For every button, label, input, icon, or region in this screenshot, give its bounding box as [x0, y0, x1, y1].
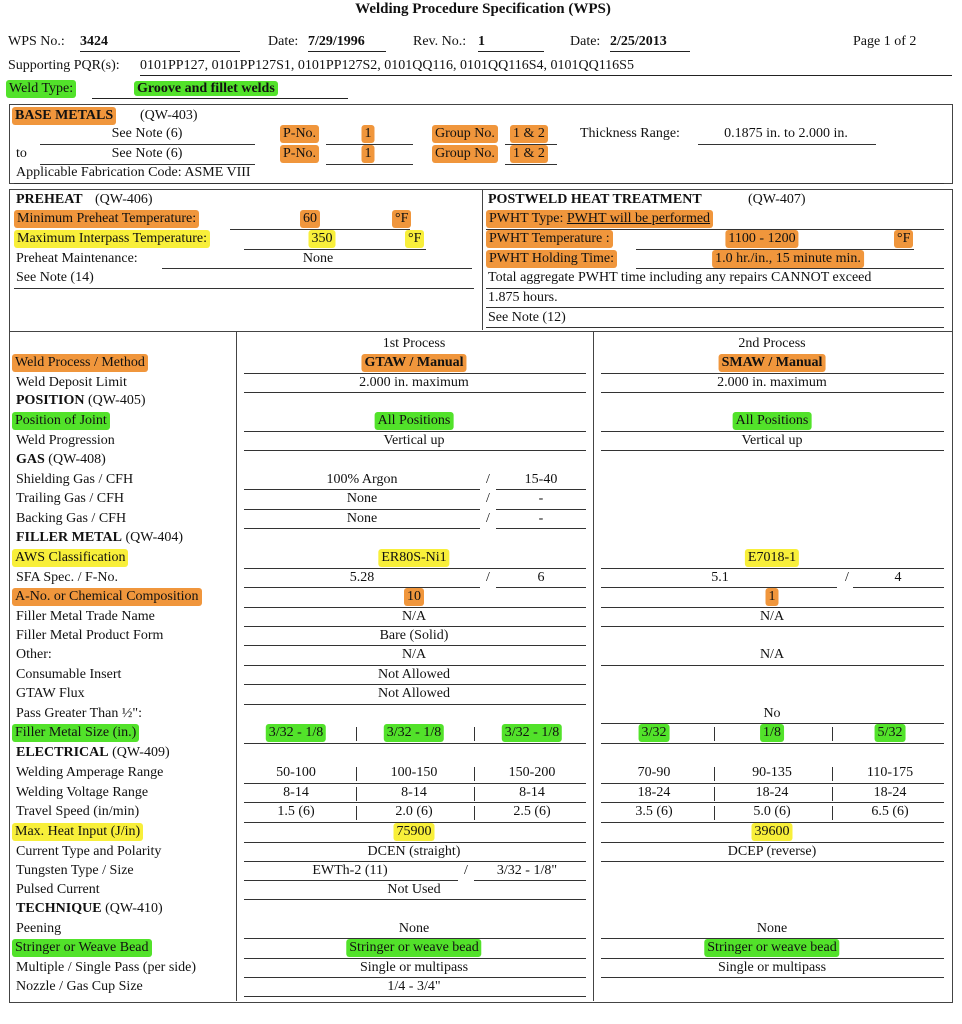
rev-value: 1 — [478, 33, 544, 52]
p2-travel-2: 5.0 (6) — [753, 804, 791, 819]
preheat-note: See Note (14) — [16, 270, 94, 285]
label-position-heading — [16, 392, 146, 410]
p1-shield-gas: 100% Argon — [326, 472, 398, 487]
p1-heat: 75900 — [394, 823, 435, 841]
p1-travel-3: 2.5 (6) — [513, 804, 551, 819]
label-amperage: Welding Amperage Range — [16, 765, 164, 780]
p1-method: GTAW / Manual — [361, 354, 466, 372]
p2-size-2: 1/8 — [760, 724, 784, 742]
p2-volts-3: 18-24 — [873, 785, 907, 800]
p2-method: SMAW / Manual — [719, 354, 826, 372]
pqr-value: 0101PP127, 0101PP127S1, 0101PP127S2, 0101QQ116, 0101QQ116S4, 0101QQ116S5 — [140, 57, 952, 76]
p1-volts-1: 8-14 — [283, 785, 309, 800]
label-aws: AWS Classification — [12, 549, 128, 567]
p2-travel-1: 3.5 (6) — [635, 804, 673, 819]
p2-aws: E7018-1 — [745, 549, 799, 567]
pno-value-1: 1 — [362, 125, 375, 143]
p2-ano: 1 — [766, 588, 779, 606]
label-flux: GTAW Flux — [16, 686, 85, 701]
fabrication-code: Applicable Fabrication Code: ASME VIII — [16, 165, 251, 180]
p1-tungsten-size: 3/32 - 1/8" — [496, 863, 558, 878]
process-2-header: 2nd Process — [738, 336, 806, 351]
label-progression: Weld Progression — [16, 433, 115, 448]
electrical-heading: ELECTRICAL — [16, 745, 109, 760]
base-metal-2-note: See Note (6) — [111, 146, 183, 161]
p1-current: DCEN (straight) — [367, 844, 461, 859]
p1-back-gas: None — [346, 511, 378, 526]
label-trade: Filler Metal Trade Name — [16, 609, 155, 624]
p1-size-2: 3/32 - 1/8 — [384, 724, 444, 742]
pwht-note: See Note (12) — [488, 310, 566, 325]
weld-type-field — [92, 80, 348, 99]
group-value-1: 1 & 2 — [510, 125, 548, 143]
pwht-temp-label: PWHT Temperature : — [486, 230, 613, 248]
label-tungsten: Tungsten Type / Size — [16, 863, 134, 878]
pwht-total-line1: Total aggregate PWHT time including any repairs CANNOT exceed — [488, 270, 872, 285]
technique-code: (QW-410) — [105, 901, 163, 916]
label-current: Current Type and Polarity — [16, 844, 162, 859]
p1-peening: None — [398, 921, 430, 936]
label-sfa: SFA Spec. / F-No. — [16, 570, 119, 585]
p1-back-cfh: - — [538, 511, 544, 526]
thickness-value: 0.1875 in. to 2.000 in. — [724, 126, 848, 141]
label-position-joint: Position of Joint — [12, 412, 110, 430]
p1-insert: Not Allowed — [378, 667, 450, 682]
p1-travel-2: 2.0 (6) — [395, 804, 433, 819]
rev-label: Rev. No.: — [413, 34, 467, 49]
label-voltage: Welding Voltage Range — [16, 785, 149, 800]
min-preheat-unit: °F — [392, 210, 411, 228]
min-preheat-value: 60 — [300, 210, 320, 228]
label-multiple: Multiple / Single Pass (per side) — [16, 960, 197, 975]
pwht-hold-label: PWHT Holding Time: — [486, 250, 617, 268]
date-label: Date: — [268, 34, 299, 49]
p1-sfa: 5.28 — [349, 570, 375, 585]
p2-size-3: 5/32 — [875, 724, 906, 742]
weld-type-label: Weld Type: — [6, 80, 76, 98]
p1-deposit: 2.000 in. maximum — [359, 375, 469, 390]
filler-heading: FILLER METAL — [16, 530, 122, 545]
position-code: (QW-405) — [87, 393, 146, 408]
wps-label: WPS No.: — [8, 34, 65, 49]
preheat-maint-label: Preheat Maintenance: — [16, 251, 138, 266]
label-weld-process: Weld Process / Method — [12, 354, 148, 372]
gas-code: (QW-408) — [48, 452, 106, 467]
max-interpass-value: 350 — [309, 230, 336, 248]
pwht-code: (QW-407) — [748, 192, 806, 207]
p1-nozzle: 1/4 - 3/4" — [387, 979, 441, 994]
pno-value-2: 1 — [362, 145, 375, 163]
pwht-type-label: PWHT Type: — [489, 211, 564, 226]
wps-number: 3424 — [80, 33, 240, 52]
group-value-2: 1 & 2 — [510, 145, 548, 163]
label-travel: Travel Speed (in/min) — [16, 804, 140, 819]
label-electrical-heading — [16, 744, 170, 762]
p1-other: N/A — [401, 647, 427, 662]
p2-progression: Vertical up — [741, 433, 803, 448]
p1-trail-gas: None — [346, 491, 378, 506]
base-metals-code: (QW-403) — [140, 108, 198, 123]
p1-ano: 10 — [404, 588, 424, 606]
preheat-heading: PREHEAT — [16, 192, 83, 207]
label-pass: Pass Greater Than ½": — [16, 706, 142, 721]
label-pulsed: Pulsed Current — [16, 882, 100, 897]
p1-amps-1: 50-100 — [276, 765, 316, 780]
p1-amps-2: 100-150 — [390, 765, 438, 780]
label-insert: Consumable Insert — [16, 667, 122, 682]
p1-amps-3: 150-200 — [508, 765, 556, 780]
thickness-label: Thickness Range: — [580, 126, 680, 141]
label-deposit: Weld Deposit Limit — [16, 375, 127, 390]
pwht-temp-value: 1100 - 1200 — [725, 230, 798, 248]
p1-pulsed: Not Used — [387, 882, 441, 897]
filler-code: (QW-404) — [125, 530, 183, 545]
max-interpass-unit: °F — [405, 230, 424, 248]
label-trailing: Trailing Gas / CFH — [16, 491, 125, 506]
p1-position: All Positions — [375, 412, 454, 430]
pwht-type — [486, 210, 713, 228]
technique-heading: TECHNIQUE — [16, 901, 102, 916]
p1-shield-cfh: 15-40 — [524, 472, 558, 487]
label-ano: A-No. or Chemical Composition — [12, 588, 202, 606]
gas-heading: GAS — [16, 452, 45, 467]
p1-stringer: Stringer or weave bead — [346, 939, 481, 957]
p1-progression: Vertical up — [383, 433, 445, 448]
p2-peening: None — [756, 921, 788, 936]
label-nozzle: Nozzle / Gas Cup Size — [16, 979, 143, 994]
to-label: to — [16, 146, 27, 161]
pwht-total-line2: 1.875 hours. — [488, 290, 558, 305]
p1-size-1: 3/32 - 1/8 — [266, 724, 326, 742]
weld-type-value: Groove and fillet welds — [134, 81, 278, 96]
date2-label: Date: — [570, 34, 601, 49]
label-heat: Max. Heat Input (J/in) — [12, 823, 143, 841]
process-1-header: 1st Process — [382, 336, 446, 351]
electrical-code: (QW-409) — [112, 745, 170, 760]
p2-stringer: Stringer or weave bead — [704, 939, 839, 957]
label-stringer: Stringer or Weave Bead — [12, 939, 152, 957]
label-gas-heading — [16, 451, 106, 469]
p1-flux: Not Allowed — [378, 686, 450, 701]
p2-travel-3: 6.5 (6) — [871, 804, 909, 819]
page-title: Welding Procedure Specification (WPS) — [355, 1, 611, 17]
p2-position: All Positions — [733, 412, 812, 430]
pwht-type-value: PWHT will be performed — [566, 211, 711, 226]
p2-multiple: Single or multipass — [717, 960, 827, 975]
min-preheat-label: Minimum Preheat Temperature: — [14, 210, 199, 228]
label-shielding: Shielding Gas / CFH — [16, 472, 134, 487]
pwht-temp-unit: °F — [894, 230, 913, 248]
p2-trade: N/A — [759, 609, 785, 624]
p1-form: Bare (Solid) — [379, 628, 449, 643]
page-number: Page 1 of 2 — [853, 34, 917, 49]
base-metal-1-note: See Note (6) — [111, 126, 183, 141]
label-peening: Peening — [16, 921, 62, 936]
p2-heat: 39600 — [752, 823, 793, 841]
p1-volts-3: 8-14 — [519, 785, 545, 800]
pqr-label: Supporting PQR(s): — [8, 58, 120, 73]
p2-pass: No — [763, 706, 781, 721]
max-interpass-label: Maximum Interpass Temperature: — [14, 230, 210, 248]
p2-deposit: 2.000 in. maximum — [717, 375, 827, 390]
position-heading: POSITION — [16, 393, 85, 408]
label-other: Other: — [16, 647, 52, 662]
base-metals-heading: BASE METALS — [12, 107, 116, 125]
p2-amps-1: 70-90 — [637, 765, 671, 780]
p1-trade: N/A — [401, 609, 427, 624]
label-backing: Backing Gas / CFH — [16, 511, 127, 526]
p2-current: DCEP (reverse) — [727, 844, 817, 859]
p1-multiple: Single or multipass — [359, 960, 469, 975]
date2-value: 2/25/2013 — [610, 33, 690, 52]
p1-size-3: 3/32 - 1/8 — [502, 724, 562, 742]
pno-label-1: P-No. — [280, 125, 319, 143]
pwht-hold-value: 1.0 hr./in., 15 minute min. — [712, 250, 864, 268]
pno-label-2: P-No. — [280, 145, 319, 163]
pwht-heading: POSTWELD HEAT TREATMENT — [488, 192, 702, 207]
p2-amps-3: 110-175 — [866, 765, 914, 780]
label-form: Filler Metal Product Form — [16, 628, 164, 643]
p1-tungsten-type: EWTh-2 (11) — [312, 863, 388, 878]
p1-aws: ER80S-Ni1 — [378, 549, 449, 567]
p2-amps-2: 90-135 — [752, 765, 792, 780]
group-label-1: Group No. — [432, 125, 498, 143]
p1-fno: 6 — [537, 570, 545, 585]
date-value: 7/29/1996 — [308, 33, 386, 52]
preheat-maint-value: None — [302, 251, 334, 266]
p1-travel-1: 1.5 (6) — [277, 804, 315, 819]
p2-sfa: 5.1 — [711, 570, 729, 585]
p2-fno: 4 — [894, 570, 902, 585]
p2-volts-1: 18-24 — [637, 785, 671, 800]
label-filler-heading — [16, 529, 183, 547]
label-technique-heading — [16, 900, 163, 918]
p2-other: N/A — [759, 647, 785, 662]
p2-size-1: 3/32 — [639, 724, 670, 742]
p1-volts-2: 8-14 — [401, 785, 427, 800]
p1-trail-cfh: - — [538, 491, 544, 506]
group-label-2: Group No. — [432, 145, 498, 163]
label-size: Filler Metal Size (in.) — [12, 724, 139, 742]
p2-volts-2: 18-24 — [755, 785, 789, 800]
preheat-code: (QW-406) — [95, 192, 153, 207]
